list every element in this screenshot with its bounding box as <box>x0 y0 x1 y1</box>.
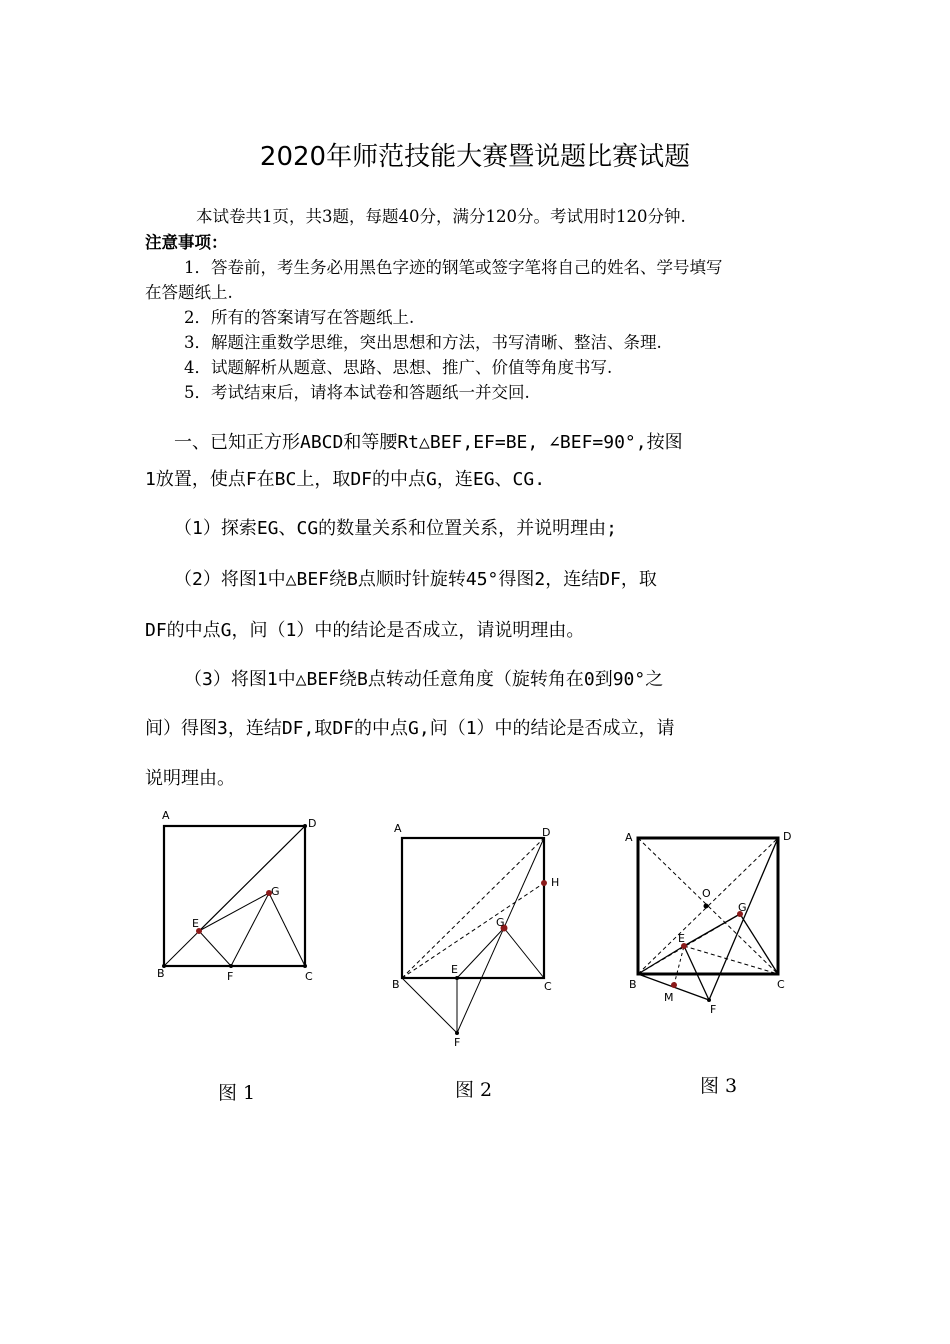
segment-eg <box>199 893 269 931</box>
segment-bd <box>402 838 544 978</box>
label-b: B <box>392 978 400 991</box>
page-title: 2020年师范技能大赛暨说题比赛试题 <box>259 142 691 172</box>
question-line: DF的中点G，问（1）中的结论是否成立，请说明理由。 <box>145 620 585 641</box>
label-a: A <box>625 831 633 844</box>
label-g: G <box>271 885 280 898</box>
label-c: C <box>544 980 552 993</box>
point-m <box>671 982 677 988</box>
segment-bf <box>402 978 457 1033</box>
label-e: E <box>451 963 458 976</box>
label-b: B <box>157 967 165 980</box>
question-line: 1放置，使点F在BC上，取DF的中点G，连EG、CG. <box>145 469 546 490</box>
label-a: A <box>162 809 170 822</box>
question-line: （1）探索EG、CG的数量关系和位置关系，并说明理由; <box>174 518 618 539</box>
segment-gc <box>504 928 544 978</box>
figure-1-caption: 图 1 <box>218 1082 256 1104</box>
note-item: 1．答卷前，考生务必用黑色字迹的钢笔或签字笔将自己的姓名、学号填写 <box>184 258 723 277</box>
point-c <box>303 964 307 968</box>
label-e: E <box>192 917 199 930</box>
label-f: F <box>710 1003 717 1016</box>
label-b: B <box>629 978 637 991</box>
label-c: C <box>777 978 785 991</box>
segment-ed <box>199 826 305 931</box>
segment-gc <box>740 914 778 974</box>
segment-gc <box>269 893 305 966</box>
segment-fg <box>231 893 269 966</box>
point-f <box>455 1031 459 1035</box>
note-item: 5．考试结束后，请将本试卷和答题纸一并交回. <box>184 383 530 402</box>
segment-ef <box>199 931 231 966</box>
figure-2 <box>388 820 578 1052</box>
note-item: 2．所有的答案请写在答题纸上. <box>184 308 415 327</box>
label-m: M <box>664 991 674 1004</box>
figure-2-caption: 图 2 <box>455 1079 493 1101</box>
figure-3 <box>620 820 810 1020</box>
notes-heading: 注意事项： <box>145 233 228 252</box>
segment-eg <box>457 928 504 978</box>
point-f <box>229 964 233 968</box>
figure-1 <box>150 805 330 990</box>
question-line: （2）将图1中△BEF绕B点顺时针旋转45°得图2，连结DF，取 <box>174 569 657 590</box>
label-a: A <box>394 822 402 835</box>
label-d: D <box>783 830 792 843</box>
note-item: 3．解题注重数学思维，突出思想和方法，书写清晰、整洁、条理. <box>184 333 662 352</box>
segment-fd <box>457 838 544 1033</box>
point-e <box>455 976 459 980</box>
label-d: D <box>308 817 317 830</box>
label-c: C <box>305 970 313 983</box>
question-line: 一、已知正方形ABCD和等腰Rt△BEF,EF=BE, ∠BEF=90°,按图 <box>174 432 683 453</box>
note-item: 4．试题解析从题意、思路、思想、推广、价值等角度书写. <box>184 358 613 377</box>
segment-eg <box>684 914 740 946</box>
label-g: G <box>738 901 747 914</box>
point-h <box>541 880 547 886</box>
question-line: 间）得图3，连结DF,取DF的中点G,问（1）中的结论是否成立，请 <box>145 718 675 739</box>
label-h: H <box>551 876 560 889</box>
point-d <box>303 824 307 828</box>
label-e: E <box>678 932 685 945</box>
segment-bh <box>402 883 544 978</box>
label-g: G <box>496 916 505 929</box>
note-item: 在答题纸上. <box>145 283 233 302</box>
figure-3-caption: 图 3 <box>700 1075 738 1097</box>
point-f <box>707 998 711 1002</box>
exam-intro: 本试卷共1页，共3题，每题40分，满分120分。考试用时120分钟. <box>196 207 686 226</box>
label-f: F <box>227 970 234 983</box>
label-d: D <box>542 826 551 839</box>
point-o <box>704 904 709 909</box>
label-f: F <box>454 1036 461 1049</box>
segment-be <box>638 946 684 974</box>
question-line: 说明理由。 <box>145 768 235 789</box>
label-o: O <box>702 887 711 900</box>
question-line: （3）将图1中△BEF绕B点转动任意角度（旋转角在0到90°之 <box>184 669 664 690</box>
